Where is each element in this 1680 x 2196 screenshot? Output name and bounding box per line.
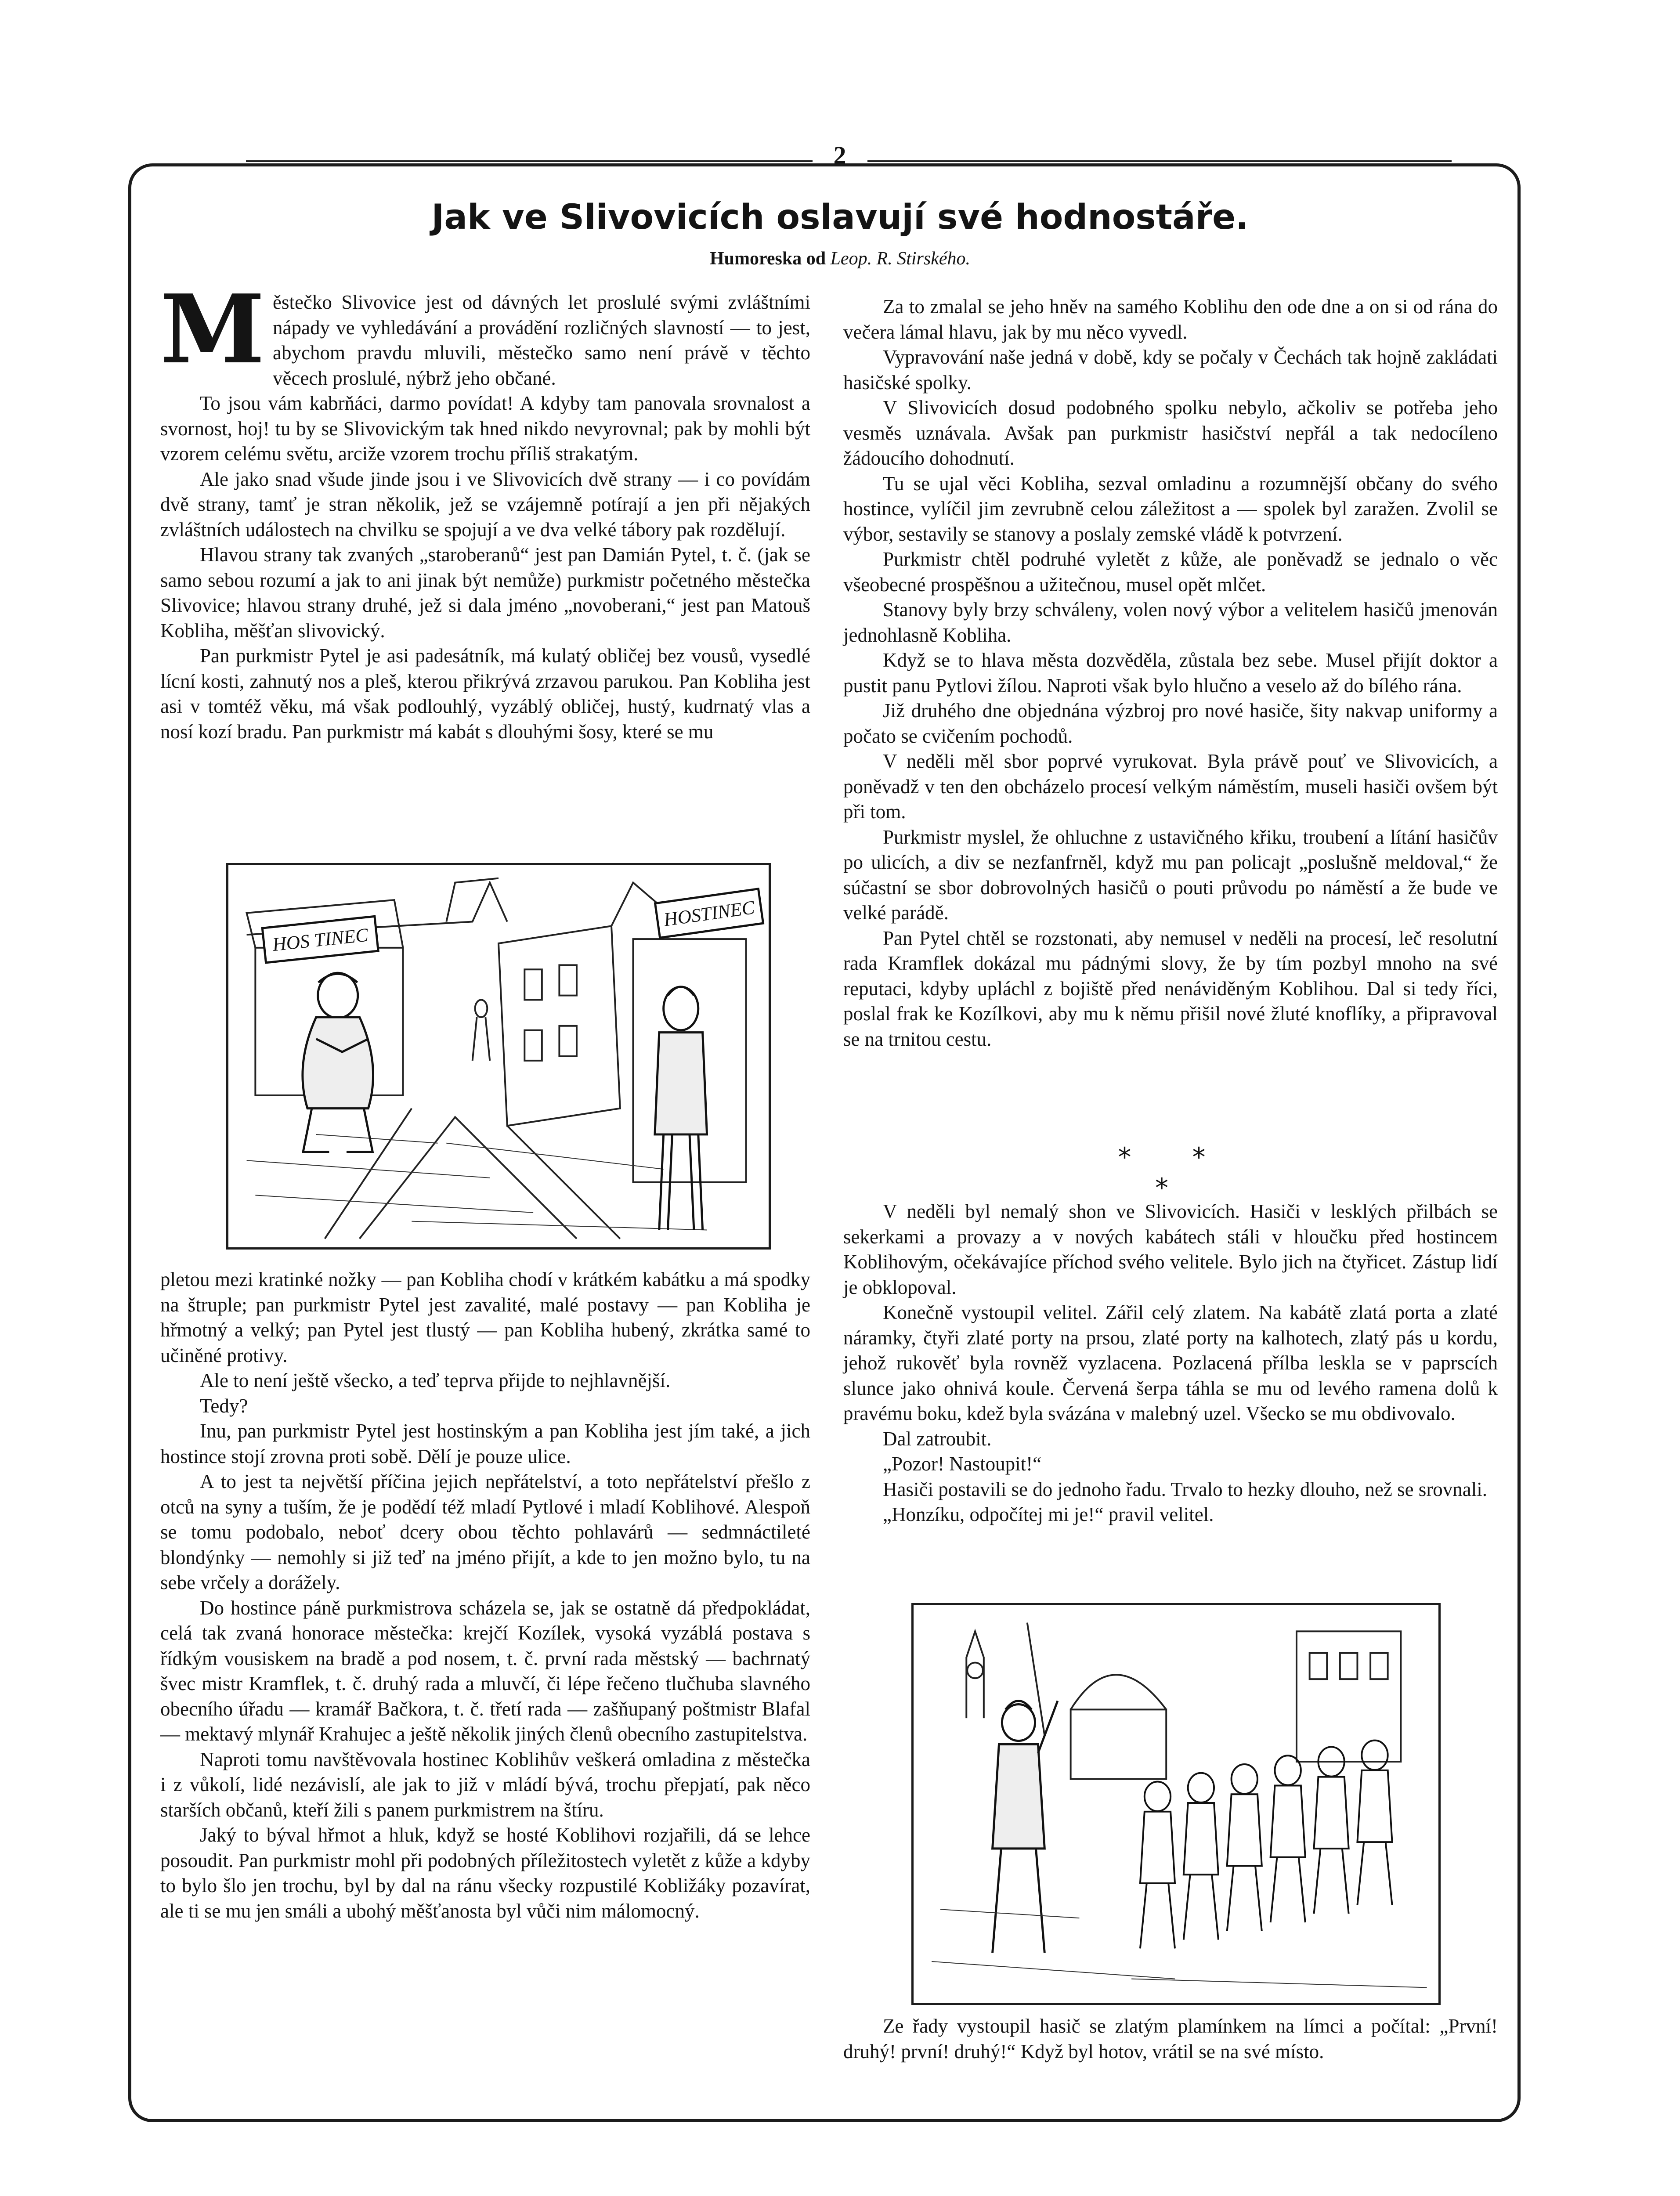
paragraph: To jsou vám kabrňáci, darmo povídat! A kdyby tam panovala srovnalost a svornost, hoj! tu by se Slivovickým tak hned nikdo nevyrovnal; pak by mohli být vzorem celému světu, arciže vzorem trochu příliš strakatým. bbox=[160, 392, 810, 465]
article-title: Jak ve Slivovicích oslavují své hodnostáře. bbox=[431, 198, 1249, 237]
paragraph: Stanovy byly brzy schváleny, volen nový výbor a velitelem hasičů jmenován jednohlasně Kobliha. bbox=[843, 599, 1498, 646]
left-column-bottom bbox=[160, 1267, 810, 1924]
paragraph: Hasiči postavili se do jednoho řadu. Trvalo to hezky dlouho, než se srovnali. bbox=[883, 1478, 1488, 1500]
paragraph: Purkmistr chtěl podruhé vyletět z kůže, ale poněvadž se jednalo o věc všeobecné prospěšnou a užitečnou, musel opět mlčet. bbox=[843, 548, 1498, 596]
paragraph: „Pozor! Nastoupit!“ bbox=[883, 1453, 1042, 1475]
paragraph: Purkmistr myslel, že ohluchne z ustavičného křiku, troubení a lítání hasičův po ulicích, a div se nezfanfrněl, když mu pan policajt „poslušně meldoval,“ že súčastní se sbor dobrovolných hasičů o pouti průvodu po náměstí a že bude ve velké parádě. bbox=[843, 826, 1498, 924]
article-subtitle bbox=[132, 248, 1548, 269]
right-column-middle bbox=[843, 1199, 1498, 1528]
paragraph: Tu se ujal věci Kobliha, sezval omladinu a rozumnější občany do svého hostince, vylíčil jim zevrubně celou záležitost a — spolek byl zaražen. Zvolil se výbor, sestavily se stanovy a poslaly zemské vládě k potvrzení. bbox=[843, 472, 1498, 545]
paragraph: Naproti tomu navštěvovala hostinec Koblihův veškerá omladina z městečka i z vůkolí, lidé nezávislí, ale jak to již v mládí bývá, trochu přepjatí, pak něco starších občanů, kteří žili s panem purkmistrem na štíru. bbox=[160, 1748, 810, 1821]
paragraph: „Honzíku, odpočítej mi je!“ pravil velitel. bbox=[883, 1503, 1214, 1525]
drop-cap: M bbox=[160, 274, 265, 385]
paragraph: V neděli měl sbor poprvé vyrukovat. Byla právě pouť ve Slivovicích, a poněvadž v ten den obcházelo procesí velkým náměstím, museli hasiči ovšem být při tom. bbox=[843, 750, 1498, 823]
paragraph: Ale jako snad všude jinde jsou i ve Slivovicích dvě strany — i co povídám dvě strany, tamť je stran několik, jež se vzájemně potírají a jen při nějakých zvláštních událostech na chvilku se spojují a ve dva velké tábory pak rozdělují. bbox=[160, 468, 810, 541]
paragraph-text: ěstečko Slivovice jest od dávných let proslulé svými zvláštními nápady ve vyhledávání a provádění rozličných slavností — to jest, abychom pravdu mluvili, městečko samo není právě v těchto věcech proslulé, nýbrž jeho občané. bbox=[273, 291, 810, 389]
subtitle-author: Leop. R. Stirského. bbox=[830, 249, 971, 269]
illustration-street-innkeepers bbox=[226, 863, 771, 1250]
illustration-street-drawing bbox=[228, 865, 769, 1247]
paragraph: Ale to není ještě všecko, a teď teprva přijde to nejhlavnější. bbox=[200, 1369, 671, 1391]
paragraph: Tedy? bbox=[200, 1394, 248, 1417]
paragraph: Ze řady vystoupil hasič se zlatým plamínkem na límci a počítal: „První! druhý! první! druhý!“ Když byl hotov, vrátil se na své místo. bbox=[843, 2015, 1498, 2062]
subtitle-prefix: Humoreska od bbox=[709, 249, 831, 269]
paragraph: Inu, pan purkmistr Pytel jest hostinským a pan Kobliha jest jím také, a jich hostince stojí zrovna proti sobě. Dělí je pouze ulice. bbox=[160, 1420, 810, 1467]
paragraph: V neděli byl nemalý shon ve Slivovicích. Hasiči v lesklých přilbách se sekerkami a provazy a v nových kabátech stáli v hloučku před hostincem Koblihovým, očekávajíce příchod svého velitele. Bylo jich na čtyřicet. Zástup lidí je obklopoval. bbox=[843, 1200, 1498, 1298]
sign-left-text: HOS TINEC bbox=[271, 924, 369, 956]
paragraph: Konečně vystoupil velitel. Zářil celý zlatem. Na kabátě zlatá porta a zlaté náramky, čtyři zlaté porty na prsou, zlaté porty na kalhotech, zlatý pás u kordu, jehož rukověť byla rovněž vyzlacena. Pozlacená přílba leskla se v paprscích slunce jako ohnivá koule. Červená šerpa táhla se mu od levého ramena dolů k pravému boku, kdež byla svázána v malebný uzel. Všecko se mu obdivovalo. bbox=[843, 1301, 1498, 1424]
paragraph: A to jest ta největší příčina jejich nepřátelství, a toto nepřátelství přešlo z otců na syny a tuším, že je podědí též mladí Pytlové i mladí Koblihové. Alespoň se tomu podobalo, neboť dcery obou těchto pohlavárů — sedmnáctileté blondýnky — nemohly si již teď na jméno přijít, a kde to jen možno bylo, tu na sebe vrčely a dorážely. bbox=[160, 1470, 810, 1593]
right-column-top bbox=[843, 294, 1498, 1052]
paragraph: Pan purkmistr Pytel je asi padesátník, má kulatý obličej bez vousů, vysedlé lícní kosti, zahnutý nos a pleš, kterou přikrývá zrzavou parukou. Pan Kobliha jest asi v tomtéž věku, má však podlouhlý, vyzáblý obličej, hustý, kudrnatý vlas a nosí kozí bradu. Pan purkmistr má kabát s dlouhými šosy, které se mu bbox=[160, 645, 810, 743]
paragraph: Vypravování naše jedná v době, kdy se počaly v Čechách tak hojně zakládati hasičské spolky. bbox=[843, 346, 1498, 394]
left-column-top bbox=[160, 274, 810, 744]
paragraph: Pan Pytel chtěl se rozstonati, aby nemusel v neděli na procesí, leč resolutní rada Kramflek dokázal mu pádnými slovy, že by tím pozbyl mnoho na své reputaci, kdyby upláchl z bojiště před nenáviděným Koblihou. Dal si tedy říci, poslal frak ke Kozílkovi, aby mu k němu přišil nové žluté knoflíky, a připravoval se na trnitou cestu. bbox=[843, 927, 1498, 1050]
paragraph: Dal zatroubit. bbox=[883, 1427, 992, 1450]
illustration-firemen-parade bbox=[911, 1603, 1441, 2005]
paragraph: pletou mezi kratinké nožky — pan Kobliha chodí v krátkém kabátku a má spodky na štruple; pan purkmistr Pytel jest zavalité, malé postavy — pan Kobliha je hřmotný a velký; pan Pytel jest tlustý — pan Kobliha hubený, zkrátka samé to učiněné protivy. bbox=[160, 1268, 810, 1366]
right-column-bottom bbox=[843, 2014, 1498, 2064]
paragraph: Jaký to býval hřmot a hluk, když se hosté Koblihovi rozjařili, dá se lehce posoudit. Pan purkmistr mohl při podobných příležitostech vyletět z kůže a kdyby to bylo šlo jen trochu, byl by dal na ránu všecky rozpustilé Kobližáky pozavírat, ale ti se mu jen smáli a ubohý měšťanosta byl vůči nim málomocný. bbox=[160, 1824, 810, 1922]
header-rule-right bbox=[867, 160, 1452, 162]
sign-right-text: HOSTINEC bbox=[662, 897, 756, 931]
paragraph: Za to zmalal se jeho hněv na samého Koblihu den ode dne a on si od rána do večera lámal hlavu, jak by mu něco vyvedl. bbox=[843, 296, 1498, 343]
paragraph bbox=[160, 274, 810, 391]
section-separator: * * * bbox=[1118, 1142, 1232, 1203]
page-number: 2 bbox=[833, 141, 846, 170]
paragraph: Když se to hlava města dozvěděla, zůstala bez sebe. Musel přijít doktor a pustit panu Pytlovi žílou. Naproti však bylo hlučno a veselo až do bílého rána. bbox=[843, 649, 1498, 697]
paragraph: Již druhého dne objednána výzbroj pro nové hasiče, šity nakvap uniformy a počato se cvičením pochodů. bbox=[843, 700, 1498, 747]
paragraph: Hlavou strany tak zvaných „staroberanů“ jest pan Damián Pytel, t. č. (jak se samo sebou rozumí a jak to ani jinak být nemůže) purkmistr početného městečka Slivovice; hlavou strany druhé, jež si dala jméno „novoberani,“ jest pan Matouš Kobliha, měšťan slivovický. bbox=[160, 544, 810, 642]
header-rule-left bbox=[246, 160, 813, 162]
illustration-firemen-drawing bbox=[914, 1605, 1438, 2003]
paragraph: Do hostince páně purkmistrova scházela se, jak se ostatně dá předpokládat, celá tak zvaná honorace městečka: krejčí Kozílek, vysoká vyzáblá postava s řídkým vousiskem na bradě a pod nosem, t. č. první rada městský — bachrnatý švec mistr Kramflek, t. č. druhý rada a mluvčí, či lépe řečeno tlučhuba slavného obecního úřadu — kramář Bačkora, t. č. třetí rada — zašňupaný poštmistr Blafal — mektavý mlynář Krahujec a ještě několik jiných členů obecního zastupitelstva. bbox=[160, 1596, 810, 1745]
paragraph: V Slivovicích dosud podobného spolku nebylo, ačkoliv se potřeba jeho vesměs uznávala. Avšak pan purkmistr hasičství nepřál a tak nedocíleno žádoucího dohodnutí. bbox=[843, 397, 1498, 469]
